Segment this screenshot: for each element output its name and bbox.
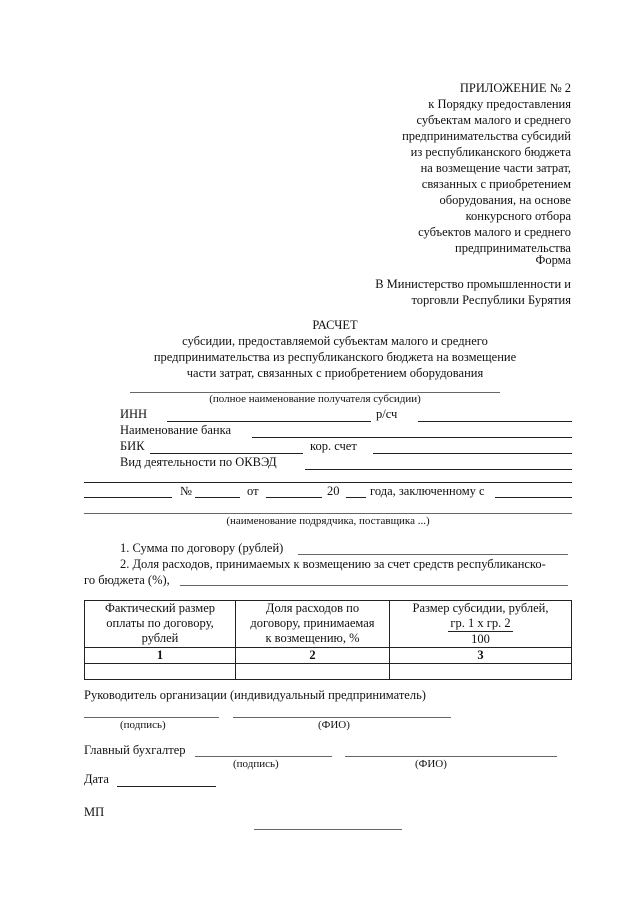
head-signature-field[interactable] xyxy=(84,717,219,718)
accountant-label: Главный бухгалтер xyxy=(84,743,186,757)
contractor-caption: (наименование подрядчика, поставщика ...) xyxy=(226,515,430,527)
okved-label: Вид деятельности по ОКВЭД xyxy=(120,455,277,469)
appendix-line: из республиканского бюджета xyxy=(410,145,571,159)
head-signature-label: Руководитель организации (индивидуальный предприниматель) xyxy=(84,688,426,702)
appendix-line: на возмещение части затрат, xyxy=(420,161,571,175)
title-line-2: предпринимательства из республиканского бюджета на возмещение xyxy=(153,350,517,364)
separator-line xyxy=(84,482,572,483)
appendix-line: субъектам малого и среднего xyxy=(416,113,571,127)
appendix-line: оборудования, на основе xyxy=(439,193,571,207)
header-text: рублей xyxy=(141,631,179,645)
expense-share-field[interactable] xyxy=(180,585,568,586)
contract-year-prefix: 20 xyxy=(327,484,340,498)
table-row xyxy=(85,664,572,680)
contract-date-field[interactable] xyxy=(266,497,322,498)
contract-number-sign: № xyxy=(180,484,192,498)
recipient-line-2: торговли Республики Бурятия xyxy=(411,293,571,307)
accountant-signature-caption: (подпись) xyxy=(233,758,279,770)
appendix-line: конкурсного отбора xyxy=(465,209,571,223)
account-field[interactable] xyxy=(418,421,572,422)
account-label: р/сч xyxy=(376,407,398,421)
header-text: оплаты по договору, xyxy=(106,616,214,630)
head-name-field[interactable] xyxy=(233,717,451,718)
header-text: договору, принимаемая xyxy=(250,616,375,630)
formula-denominator: 100 xyxy=(471,632,490,646)
inn-field[interactable] xyxy=(167,421,371,422)
okved-field[interactable] xyxy=(305,469,572,470)
table-header-subsidy-amount xyxy=(390,601,572,648)
header-text: к возмещению, % xyxy=(265,631,360,645)
inn-label: ИНН xyxy=(120,407,148,421)
table-cell-actual-payment[interactable] xyxy=(85,664,236,680)
header-text: Доля расходов по xyxy=(265,601,360,615)
column-number: 2 xyxy=(236,648,390,664)
title-line-3: части затрат, связанных с приобретением оборудования xyxy=(186,366,484,380)
title-line-1: субсидии, предоставляемой субъектам малого и среднего xyxy=(182,334,488,348)
accountant-name-caption: (ФИО) xyxy=(415,758,447,770)
appendix-number: ПРИЛОЖЕНИЕ № 2 xyxy=(459,81,571,95)
date-label: Дата xyxy=(84,772,109,786)
appendix-line: субъектов малого и среднего xyxy=(418,225,571,239)
bank-name-field[interactable] xyxy=(252,437,572,438)
appendix-header xyxy=(402,80,571,256)
contract-year-suffix: года, заключенному с xyxy=(370,484,485,498)
corr-account-field[interactable] xyxy=(373,453,572,454)
table-number-row xyxy=(85,648,572,664)
form-label: Форма xyxy=(535,253,571,267)
accountant-signature-field[interactable] xyxy=(195,756,332,757)
column-number: 1 xyxy=(85,648,236,664)
appendix-line: предпринимательства субсидий xyxy=(402,129,571,143)
bik-field[interactable] xyxy=(150,453,303,454)
item-2-line-1: 2. Доля расходов, принимаемых к возмещению за счет средств республиканско- xyxy=(120,557,546,571)
contract-sum-field[interactable] xyxy=(298,554,568,555)
appendix-line: связанных с приобретением xyxy=(421,177,571,191)
item-2-line-2: го бюджета (%), xyxy=(84,573,170,587)
contract-number-field[interactable] xyxy=(195,497,240,498)
bik-label: БИК xyxy=(120,439,145,453)
bank-name-label: Наименование банка xyxy=(120,423,232,437)
corr-account-label: кор. счет xyxy=(310,439,357,453)
header-text: Размер субсидии, рублей, xyxy=(412,601,549,615)
contractor-name-line[interactable] xyxy=(84,513,572,514)
footer-line xyxy=(254,829,402,830)
item-1-label: 1. Сумма по договору (рублей) xyxy=(120,541,284,555)
header-text: Фактический размер xyxy=(104,601,216,615)
recipient-caption: (полное наименование получателя субсидии) xyxy=(209,393,421,405)
recipient-line-1: В Министерство промышленности и xyxy=(375,277,571,291)
table-header-expense-share xyxy=(236,601,390,648)
contract-year-field[interactable] xyxy=(346,497,366,498)
contract-party-field[interactable] xyxy=(495,497,572,498)
table-header-actual-payment xyxy=(85,601,236,648)
table-cell-expense-share[interactable] xyxy=(236,664,390,680)
appendix-line: предпринимательства xyxy=(455,241,571,255)
contract-from-label: от xyxy=(247,484,259,498)
table-cell-subsidy-amount[interactable] xyxy=(390,664,572,680)
stamp-label: МП xyxy=(84,805,105,819)
subsidy-table xyxy=(84,600,572,680)
column-number: 3 xyxy=(390,648,572,664)
table-header-row xyxy=(85,601,572,648)
accountant-name-field[interactable] xyxy=(345,756,557,757)
date-field[interactable] xyxy=(117,786,216,787)
head-name-caption: (ФИО) xyxy=(318,719,350,731)
appendix-line: к Порядку предоставления xyxy=(428,97,571,111)
formula-numerator: гр. 1 x гр. 2 xyxy=(450,616,511,630)
head-signature-caption: (подпись) xyxy=(120,719,166,731)
document-title: РАСЧЕТ xyxy=(312,318,358,332)
contract-prefix-field[interactable] xyxy=(84,497,172,498)
